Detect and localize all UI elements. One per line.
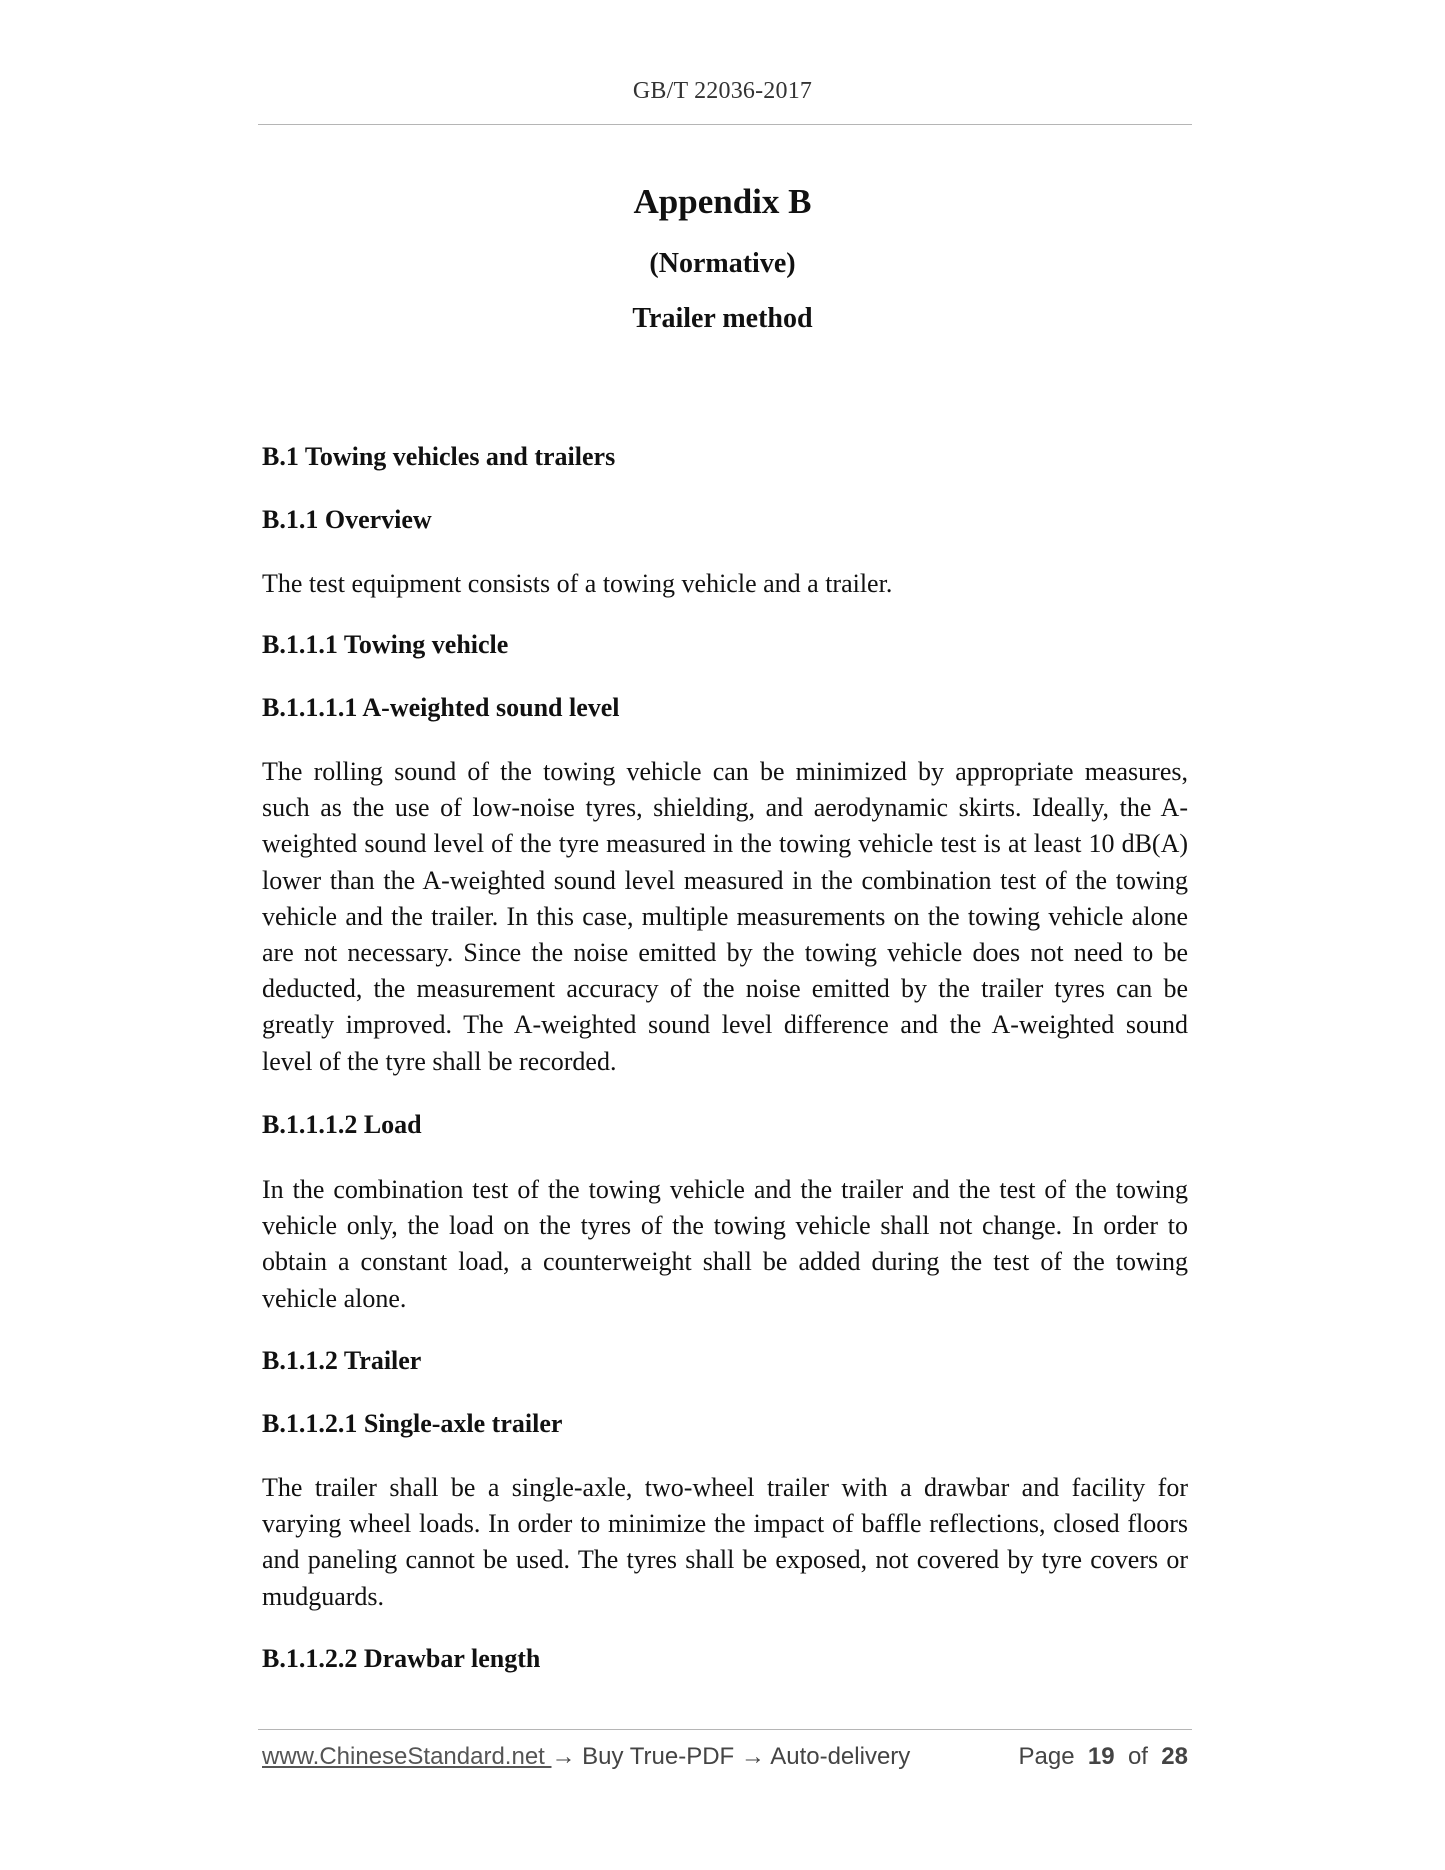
paragraph-line: and paneling cannot be used. The tyres shall be exposed, not covered by tyre covers or	[262, 1545, 1188, 1575]
paragraph-line: vehicle alone.	[262, 1283, 407, 1313]
paragraph-line: In the combination test of the towing vehicle and the trailer and the test of the towing	[262, 1175, 1188, 1204]
website-link[interactable]: www.ChineseStandard.net	[262, 1743, 552, 1770]
paragraph-b11	[262, 566, 1188, 602]
paragraph-b1112	[262, 1172, 1188, 1317]
header-divider	[258, 124, 1192, 125]
footer-promo	[262, 1743, 910, 1771]
paragraph-line: The trailer shall be a single-axle, two-wheel trailer with a drawbar and facility for	[262, 1473, 1188, 1502]
paragraph-line: vehicle only, the load on the tyres of the towing vehicle shall not change. In order to	[262, 1211, 1188, 1241]
heading-b11: B.1.1 Overview	[262, 505, 432, 534]
paragraph-line: weighted sound level of the tyre measured in the towing vehicle test is at least 10 dB(A)	[262, 829, 1188, 859]
paragraph-b1121	[262, 1470, 1188, 1615]
appendix-normative-label: (Normative)	[649, 248, 796, 279]
heading-b1111: B.1.1.1.1 A-weighted sound level	[262, 693, 620, 722]
paragraph-line: varying wheel loads. In order to minimize the impact of baffle reflections, closed floors	[262, 1509, 1188, 1539]
heading-b1122: B.1.1.2.2 Drawbar length	[262, 1644, 541, 1673]
total-pages-number: 28	[1161, 1743, 1188, 1770]
of-label: of	[1127, 1743, 1148, 1770]
footer-promo-text: → Buy True-PDF → Auto-delivery	[551, 1743, 911, 1770]
paragraph-line: greatly improved. The A-weighted sound level difference and the A-weighted sound	[262, 1010, 1188, 1040]
heading-b1: B.1 Towing vehicles and trailers	[262, 442, 616, 471]
page-footer	[262, 1743, 1188, 1783]
current-page-number: 19	[1087, 1743, 1115, 1770]
paragraph-line: deducted, the measurement accuracy of the noise emitted by the trailer tyres can be	[262, 974, 1188, 1004]
heading-b111: B.1.1.1 Towing vehicle	[262, 630, 509, 659]
paragraph-line: The rolling sound of the towing vehicle can be minimized by appropriate measures,	[262, 757, 1188, 786]
document-code-header: GB/T 22036-2017	[632, 78, 813, 104]
paragraph-line: The test equipment consists of a towing vehicle and a trailer.	[262, 569, 893, 598]
footer-divider	[258, 1729, 1192, 1730]
paragraph-line: vehicle and the trailer. In this case, multiple measurements on the towing vehicle alone	[262, 901, 1188, 931]
appendix-subtitle: Trailer method	[632, 303, 813, 334]
paragraph-line: are not necessary. Since the noise emitted by the towing vehicle does not need to be	[262, 938, 1188, 968]
heading-b112: B.1.1.2 Trailer	[262, 1346, 422, 1375]
appendix-title: Appendix B	[633, 182, 812, 221]
paragraph-line: such as the use of low-noise tyres, shielding, and aerodynamic skirts. Ideally, the A-	[262, 793, 1188, 823]
paragraph-line: obtain a constant load, a counterweight shall be added during the test of the towing	[262, 1247, 1188, 1277]
paragraph-line: level of the tyre shall be recorded.	[262, 1046, 617, 1076]
heading-b1112: B.1.1.1.2 Load	[262, 1110, 422, 1139]
paragraph-line: lower than the A-weighted sound level measured in the combination test of the towing	[262, 865, 1188, 895]
page-label: Page	[1018, 1743, 1075, 1770]
heading-b1121: B.1.1.2.1 Single-axle trailer	[262, 1409, 563, 1438]
paragraph-b1111	[262, 754, 1188, 1080]
paragraph-line: mudguards.	[262, 1581, 385, 1611]
page-counter	[1018, 1743, 1188, 1771]
